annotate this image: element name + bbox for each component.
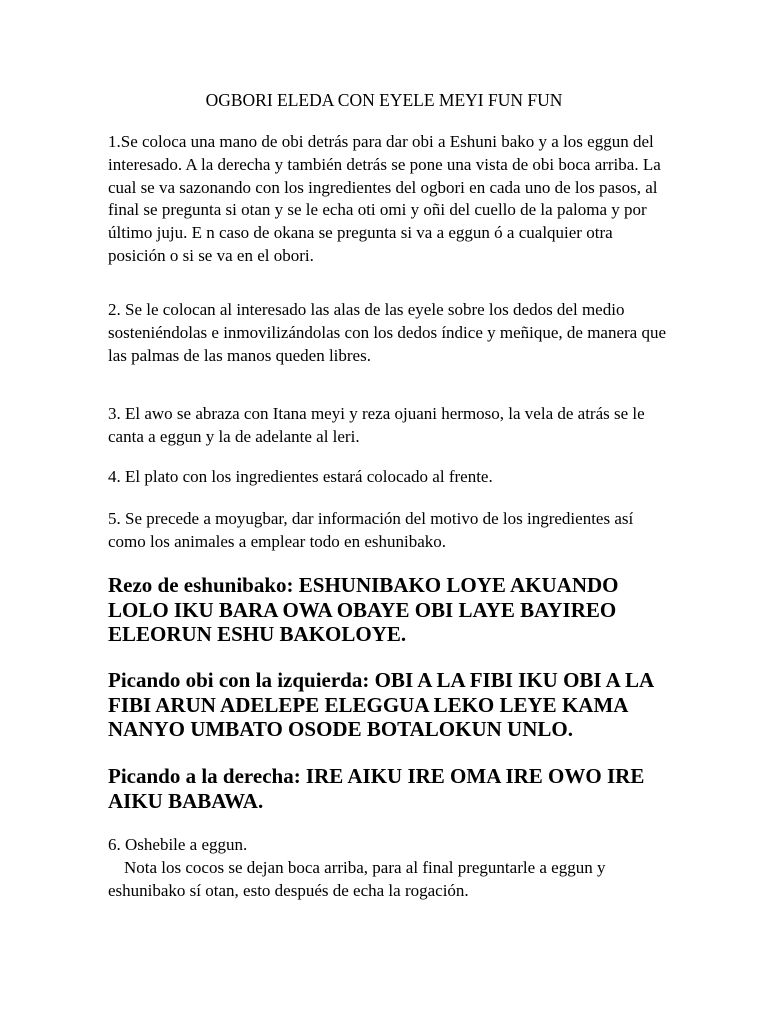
prayer-right-hand: Picando a la derecha: IRE AIKU IRE OMA IRE OWO IRE AIKU BABAWA. [108,764,645,813]
paragraph-step-2: 2. Se le colocan al interesado las alas de las eyele sobre los dedos del medio sosteniéndolas e inmovilizándolas con los dedos índice y meñique, de manera que las palmas de las manos queden libres. [108,300,667,365]
paragraph-step-1: 1.Se coloca una mano de obi detrás para dar obi a Eshuni bako y a los eggun del interesado. A la derecha y también detrás se pone una vista de obi boca arriba. La cual se va sazonando con los ingredientes del ogbori en cada uno de los pasos, al final se pregunta si otan y se le echa oti omi y oñi del cuello de la paloma y por último juju. E n caso de okana se pregunta si va a eggun ó a cualquier otra posición o si se va en el obori. [108,132,661,265]
document-title: OGBORI ELEDA CON EYELE MEYI FUN FUN [205,90,563,110]
paragraph-step-5: 5. Se precede a moyugbar, dar información del motivo de los ingredientes así como los animales a emplear todo en eshunibako. [108,509,634,551]
paragraph-step-4: 4. El plato con los ingredientes estará colocado al frente. [108,467,493,486]
prayer-left-hand: Picando obi con la izquierda: OBI A LA FIBI IKU OBI A LA FIBI ARUN ADELEPE ELEGGUA LEKO LEYE KAMA NANYO UMBATO OSODE BOTALOKUN UNLO. [108,668,653,741]
paragraph-step-3: 3. El awo se abraza con Itana meyi y reza ojuani hermoso, la vela de atrás se le canta a eggun y la de adelante al leri. [108,404,645,446]
step-6-line: 6. Oshebile a eggun. [108,835,248,854]
note-text: Nota los cocos se dejan boca arriba, para al final preguntarle a eggun y eshunibako sí otan, esto después de echa la rogación. [108,857,606,900]
prayer-eshunibako: Rezo de eshunibako: ESHUNIBAKO LOYE AKUANDO LOLO IKU BARA OWA OBAYE OBI LAYE BAYIREO ELEORUN ESHU BAKOLOYE. [108,573,619,646]
paragraph-step-6 [108,834,668,902]
